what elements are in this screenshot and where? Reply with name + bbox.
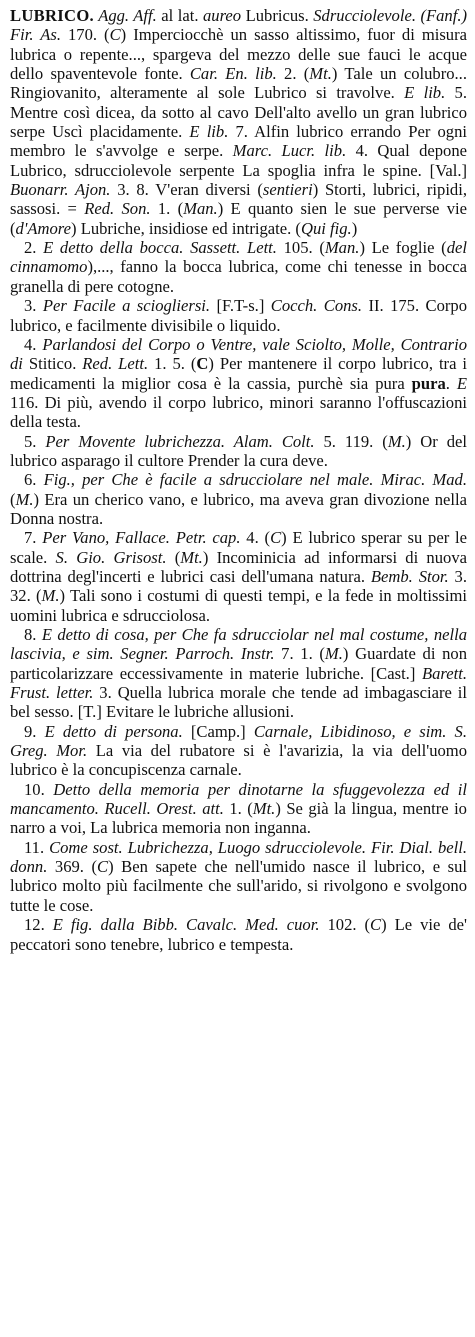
body-text: 116. Di più, avendo il corpo lubrico, minori saranno l'offuscazioni della testa. [10,392,467,432]
italic-text: Come sost. Lubrichezza, Luogo sdrucciolevole. Fir. Dial. bell. donn. [10,837,467,877]
bold-text: pura [411,373,446,393]
body-text: ) Or del lubrico asparago il cultore Prender la cura deve. [10,431,468,470]
body-text: ) Incominicia ad informarsi di nuova dottrina degl'incerti e lubrici casi dell'umana natura. [10,547,467,586]
body-text: ) Tali sono i costumi di questi tempi, e la fede in moltissimi uomini lubrica e sdrucciolosa. [10,586,468,625]
body-text: 5. Mentre così dicea, da sotto al cavo Dell'alto avello un gran lubrico serpe Uscì placidamente. [10,83,467,142]
italic-text: Man. [183,199,218,219]
italic-text: M. [387,431,406,451]
italic-text: Buonarr. Ajon. [10,180,111,200]
italic-text: C [109,25,121,45]
italic-text: Mt. [180,547,203,567]
italic-text: Car. En. lib. [189,64,277,84]
body-text: ) Le foglie ( [359,238,447,258]
italic-text: E detto della bocca. Sassett. Lett. [43,238,277,258]
body-text: ( [166,547,181,567]
sense-paragraph [10,238,467,296]
body-text: Lubricus. [241,6,314,25]
body-text: Stitico. [22,354,83,374]
italic-text: M. [41,586,60,606]
body-text: 11. [24,837,50,857]
body-text: ) Storti, lubrici, ripidi, sassosi. = [10,180,467,219]
body-text: 3. 32. ( [10,566,467,606]
sense-paragraph [10,6,467,238]
body-text: ) Se già la lingua, mentre io narro a voi, La lubrica memoria non inganna. [10,799,467,838]
body-text: ) E quanto sien le sue perverse vie ( [10,199,467,238]
body-text: 4. Qual depone Lubrico, sdrucciolevole serpente La spoglia infra le spine. [Val.] [10,141,467,180]
italic-text: Per Vano, Fallace. Petr. cap. [42,528,241,548]
italic-text: Detto della memoria per dinotarne la sfuggevolezza ed il mancamento. Rucell. Orest. att. [10,779,468,819]
sense-paragraph [10,722,467,780]
entry-headword: LUBRICO. [10,6,94,25]
body-text: [F.T-s.] [210,296,271,316]
italic-text: Qui fig. [300,218,352,238]
body-text: ) Per mantenere il corpo lubrico, tra i medicamenti la miglior cosa è la cassia, purchè sia pura [10,354,467,393]
body-text: 5. [24,431,46,451]
italic-text: Per Facile a sciogliersi. [42,296,211,316]
body-text: ) Lubriche, insidiose ed intrigate. ( [71,218,301,238]
italic-text: Parlandosi del Corpo o Ventre, vale Sciolto, Molle, Contrario di [10,334,467,374]
italic-text: M. [324,644,343,664]
italic-text: E lib. [189,122,229,142]
body-text: ) E lubrico sperar su per le scale. [10,528,467,567]
body-text: 369. ( [47,857,98,877]
italic-text: Per Movente lubrichezza. Alam. Colt. [45,431,315,451]
italic-text: Fig., per Che è facile a sdrucciolare nel male. Mirac. Mad. [43,470,467,490]
body-text: ) Imperciocchè un sasso altissimo, fuor di misura lubrica o repente..., spargeva del mezzo delle sue fauci le acque dello spaventevole fonte. [10,25,467,84]
body-text: ) Guardate di non particolarizzare eccessivamente in materie lubriche. [Cast.] [10,644,468,683]
italic-text: S. Gio. Grisost. [55,547,167,567]
italic-text: Mt. [252,799,276,819]
body-text: 5. 119. ( [314,431,388,451]
body-text: 10. [24,779,54,799]
body-text: ) Era un cherico vano, e lubrico, ma aveva gran divozione nella Donna nostra. [10,489,467,528]
body-text: ) [351,218,358,238]
italic-text: E [456,373,467,393]
body-text: ) Ben sapete che nell'umido nasce il lubrico, e sul lubrico molto più facilmente che sull'arido, si rivolgono e svolgono tutte le cose. [10,857,467,915]
body-text: 2. ( [276,64,310,84]
italic-text: E lib. [404,83,446,103]
body-text: 3. [24,296,43,316]
body-text: 3. 8. V'eran diversi ( [110,180,263,200]
body-text: 12. [24,915,53,935]
sense-paragraph [10,296,467,335]
body-text: 6. [24,470,44,490]
sense-paragraph [10,528,467,625]
italic-text: E fig. dalla Bibb. Cavalc. Med. cuor. [52,915,320,935]
italic-text: aureo [202,6,242,25]
body-text: 7. 1. ( [274,644,325,664]
body-text: 9. [24,721,45,741]
sense-paragraph [10,470,467,528]
italic-text: Cocch. Cons. [270,296,363,316]
italic-text: Sdrucciolevole. (Fanf.) Fir. As. [10,6,467,45]
body-text: al lat. [156,6,203,25]
body-text: 3. Quella lubrica morale che tende ad imbagasciare il bel sesso. [T.] Evitare le lubriche allusioni. [10,683,467,722]
body-text: 2. [24,238,44,258]
italic-text: Carnale, Libidinoso, e sim. S. Greg. Mor. [10,721,467,761]
body-text: 4. [24,334,43,354]
body-text: 1. ( [150,199,184,219]
italic-text: E detto di cosa, per Che fa sdrucciolar nel mal costume, nella lascivia, e sim. Segner. Parroch. Instr. [10,625,468,664]
body-text: 105. ( [276,238,325,258]
body-text: 102. ( [319,915,371,935]
sense-paragraph [10,335,467,432]
italic-text: C [97,857,109,877]
dictionary-entry [10,6,467,954]
italic-text: C [270,528,282,548]
sense-paragraph [10,625,467,722]
italic-text: del cinnamomo [10,238,467,277]
sense-paragraph [10,838,467,915]
body-text: 1. 5. ( [148,354,197,374]
italic-text: Red. Lett. [82,354,149,374]
body-text: . [445,373,457,393]
body-text: ( [10,489,16,509]
body-text: [Camp.] [182,721,254,741]
italic-text: Barett. Frust. letter. [10,663,467,703]
body-text: II. 175. Corpo lubrico, e facilmente divisibile o liquido. [10,296,468,335]
body-text: 1. ( [223,799,253,819]
sense-paragraph [10,780,467,838]
sense-paragraph [10,915,467,954]
sense-paragraph [10,432,467,471]
body-text: 7. Alfin lubrico errando Per ogni membro le s'avvolge e serpe. [10,122,467,161]
body-text: La via del rubatore si è l'avarizia, la via dell'uomo lubrico è la concupiscenza carnale. [10,741,468,780]
italic-text: Mt. [309,64,332,84]
italic-text: Man. [324,238,360,258]
italic-text: Bemb. Stor. [370,566,449,586]
italic-text: d'Amore [15,218,72,238]
italic-text: sentieri [262,180,313,200]
body-text: ),..., fanno la bocca lubrica, come chi tenesse in bocca granella di pere cotogne. [10,257,467,296]
body-text: 4. ( [240,528,271,548]
body-text: ) Tale un colubro... Ringiovanito, alteramente al sole Lubrico si travolve. [10,64,467,103]
italic-text: M. [15,489,34,509]
body-text: ) Le vie de' peccatori sono tenebre, lubrico e tempesta. [10,915,467,954]
italic-text: C [370,915,382,935]
italic-text: Agg. Aff. [94,6,157,25]
italic-text: Marc. Lucr. lib. [232,141,347,161]
bold-text: C [196,354,209,374]
italic-text: E detto di persona. [44,721,183,741]
body-text: 170. ( [60,25,110,45]
body-text: 8. [24,625,42,644]
italic-text: Red. Son. [84,199,151,219]
body-text: 7. [24,528,43,548]
